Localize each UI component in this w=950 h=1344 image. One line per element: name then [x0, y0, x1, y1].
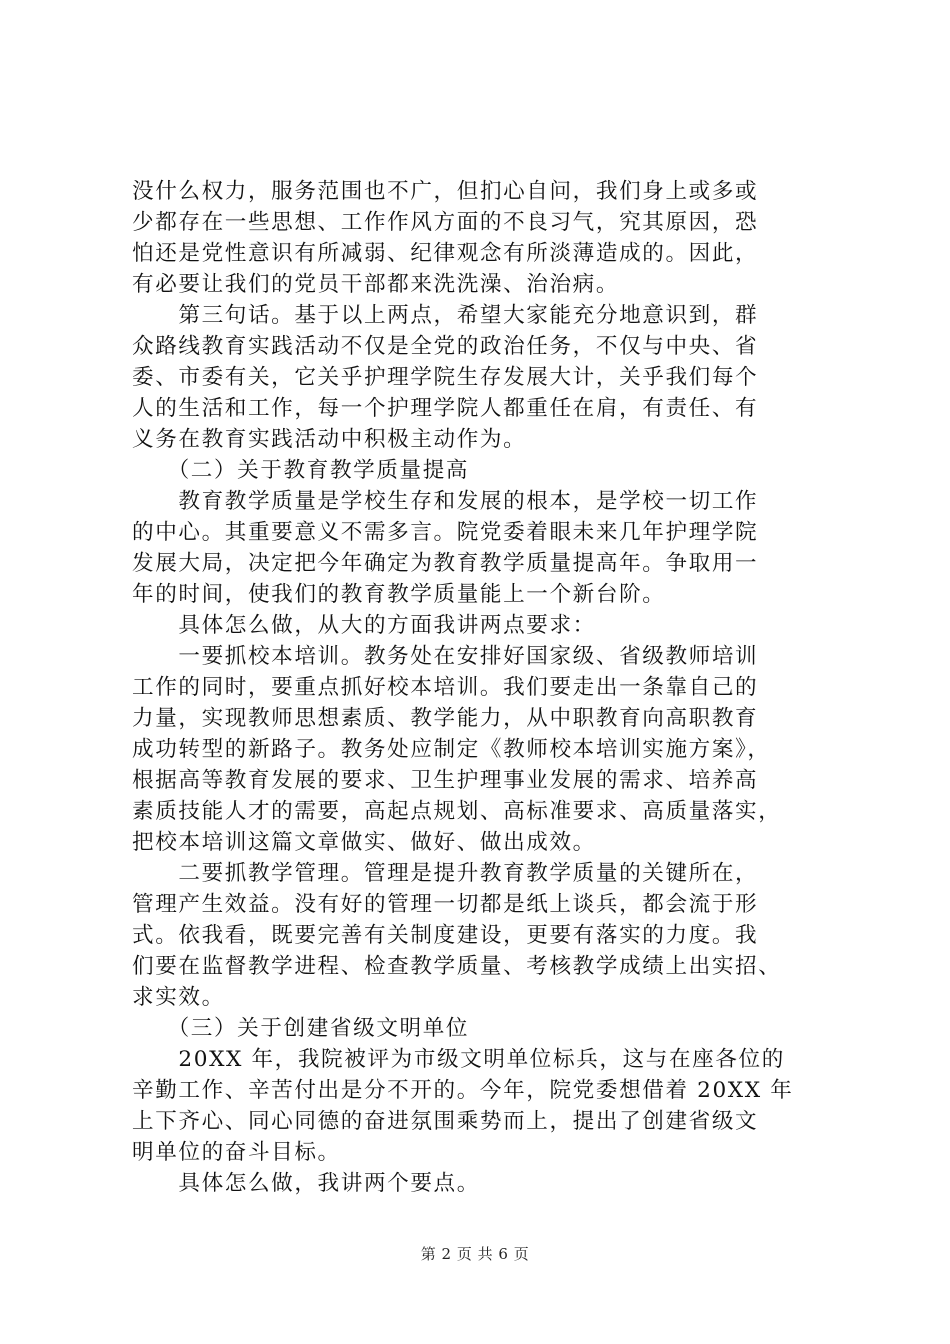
text-line: 怕还是党性意识有所减弱、纪律观念有所淡薄造成的。因此， — [132, 241, 759, 266]
text-line: 力量，实现教师思想素质、教学能力，从中职教育向高职教育 — [132, 706, 759, 731]
text-line: 式。依我看，既要完善有关制度建设，更要有落实的力度。我 — [132, 923, 759, 948]
text-line: 20XX 年，我院被评为市级文明单位标兵，这与在座各位的 — [132, 1047, 785, 1072]
text-line: 根据高等教育发展的要求、卫生护理事业发展的需求、培养高 — [132, 768, 759, 793]
text-line: 没什么权力，服务范围也不广，但扪心自问，我们身上或多或 — [132, 179, 759, 204]
text-line: 委、市委有关，它关乎护理学院生存发展大计，关乎我们每个 — [132, 365, 759, 390]
text-line: 明单位的奋斗目标。 — [132, 1140, 341, 1165]
text-line: 少都存在一些思想、工作作风方面的不良习气，究其原因，恐 — [132, 210, 759, 235]
text-line: 上下齐心、同心同德的奋进氛围乘势而上，提出了创建省级文 — [132, 1109, 759, 1134]
text-line: 素质技能人才的需要，高起点规划、高标准要求、高质量落实， — [132, 799, 782, 824]
text-line: 管理产生效益。没有好的管理一切都是纸上谈兵，都会流于形 — [132, 892, 759, 917]
text-line: 发展大局，决定把今年确定为教育教学质量提高年。争取用一 — [132, 551, 759, 576]
text-line: 教育教学质量是学校生存和发展的根本，是学校一切工作 — [132, 489, 759, 514]
text-line: 有必要让我们的党员干部都来洗洗澡、治治病。 — [132, 272, 620, 297]
text-line: 的中心。其重要意义不需多言。院党委着眼未来几年护理学院 — [132, 520, 759, 545]
text-line: 义务在教育实践活动中积极主动作为。 — [132, 427, 527, 452]
text-line: 年的时间，使我们的教育教学质量能上一个新台阶。 — [132, 582, 666, 607]
text-line: 众路线教育实践活动不仅是全党的政治任务，不仅与中央、省 — [132, 334, 759, 359]
text-line: 二要抓教学管理。管理是提升教育教学质量的关键所在， — [132, 861, 759, 886]
text-line: 具体怎么做，我讲两个要点。 — [132, 1171, 480, 1196]
text-line: 第三句话。基于以上两点，希望大家能充分地意识到，群 — [132, 303, 759, 328]
section-heading: （二）关于教育教学质量提高 — [132, 458, 470, 483]
page-number-footer: 第 2 页 共 6 页 — [420, 1245, 530, 1263]
document-body — [132, 176, 852, 1199]
text-line: 一要抓校本培训。教务处在安排好国家级、省级教师培训 — [132, 644, 759, 669]
text-line: 们要在监督教学进程、检查教学质量、考核教学成绩上出实招、 — [132, 954, 782, 979]
text-line: 求实效。 — [132, 985, 225, 1010]
text-line: 具体怎么做，从大的方面我讲两点要求： — [132, 613, 596, 638]
text-line: 把校本培训这篇文章做实、做好、做出成效。 — [132, 830, 596, 855]
text-line: 工作的同时，要重点抓好校本培训。我们要走出一条靠自己的 — [132, 675, 759, 700]
text-line: 成功转型的新路子。教务处应制定《教师校本培训实施方案》， — [132, 737, 771, 762]
section-heading: （三）关于创建省级文明单位 — [132, 1016, 470, 1041]
text-line: 辛勤工作、辛苦付出是分不开的。今年，院党委想借着 20XX 年 — [132, 1078, 794, 1103]
text-line: 人的生活和工作，每一个护理学院人都重任在肩，有责任、有 — [132, 396, 759, 421]
